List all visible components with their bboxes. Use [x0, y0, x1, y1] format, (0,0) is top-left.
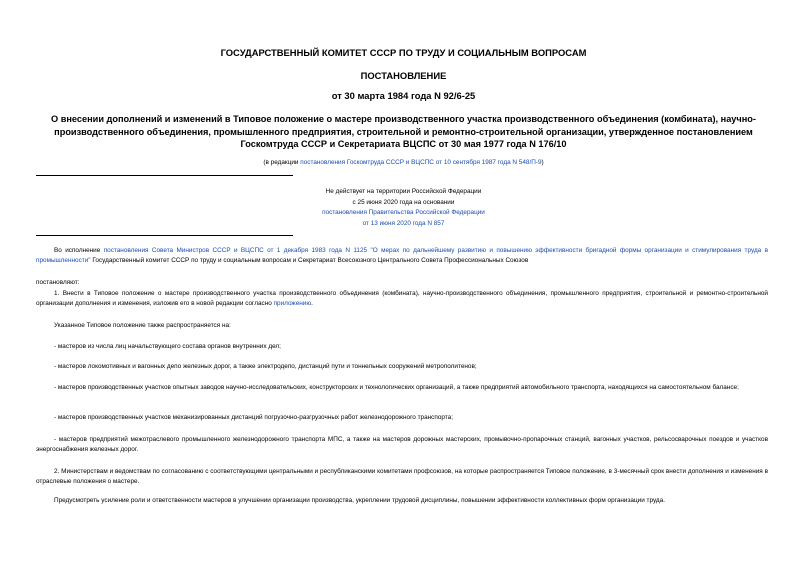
list-item: - мастеров локомотивных и вагонных депо железных дорог, а также электродепо, дистанций пути и тоннельных сооружений метрополитенов; [54, 363, 477, 370]
divider-top [36, 175, 293, 176]
paragraph-closing: Предусмотреть усиление роли и ответственности мастеров в улучшении организации производства, укреплении трудовой дисциплины, повышении эффективности коллективных форм организации труда. [54, 497, 665, 504]
paragraph-item-1 [36, 289, 768, 310]
issuing-organization: ГОСУДАРСТВЕННЫЙ КОМИТЕТ СССР ПО ТРУДУ И СОЦИАЛЬНЫМ ВОПРОСАМ [220, 47, 587, 58]
item-1-suffix: . [311, 300, 313, 308]
document-title: О внесении дополнений и изменений в Типовое положение о мастере производственного участка производственного объединения (комбината), научно-производственного объединения, промышленного предприятия, строительной и ремонтно-строительной организации, утвержденное постановлением Госкомтруда СССР и Секретариата ВЦСПС от 30 мая 1977 года N 176/10 [51, 114, 756, 149]
appendix-link[interactable]: приложению [273, 300, 312, 308]
preamble-link[interactable]: постановления Совета Министров СССР и ВЦСПС от 1 декабря 1983 года N 1125 "О мерах по дальнейшему развитию и повышению эффективности бригадной формы организации и стимулирования труда в промышленности" [36, 247, 768, 265]
preamble-prefix: Во исполнение [54, 247, 104, 254]
notice-line-2: с 25 июня 2020 года на основании [352, 198, 455, 206]
edition-prefix: (в редакции [263, 159, 301, 166]
validity-notice [0, 187, 807, 229]
divider-bottom [36, 235, 293, 236]
notice-link-2[interactable]: от 13 июня 2020 года N 857 [362, 219, 445, 227]
paragraph-scope: Указанное Типовое положение также распространяется на: [54, 322, 231, 329]
list-item: - мастеров производственных участков опытных заводов научно-исследовательских, конструкторских и технологических организаций, а также предприятий автомобильного транспорта, находящихся на самостоятельном балансе; [54, 384, 739, 391]
notice-line-1: Не действует на территории Российской Федерации [325, 188, 482, 195]
edition-suffix: ) [541, 159, 544, 166]
document-type: ПОСТАНОВЛЕНИЕ [360, 70, 447, 81]
paragraph-item-2: 2. Министерствам и ведомствам по согласованию с соответствующими центральными и республиканскими комитетами профсоюзов, на которые распространяется Типовое положение, в 3-месячный срок внести дополнения и изменения в отраслевые положения о мастере. [36, 468, 768, 486]
item-1-text: 1. Внести в Типовое положение о мастере производственного участка производственного объединения (комбината), научно-производственного объединения, промышленного предприятия, строительной и ремонтно-строительной организации дополнения и изменения, изложив его в новой редакции согласно [36, 290, 768, 308]
preamble-suffix: Государственный комитет СССР по труду и социальным вопросам и Секретариат Всесоюзного Центрального Совета Профессиональных Союзов [90, 257, 529, 265]
notice-link-1[interactable]: постановления Правительства Российской Федерации [322, 209, 485, 216]
list-item: - мастеров предприятий межотраслевого промышленного железнодорожного транспорта МПС, а также на мастеров дорожных мастерских, промывочно-пропарочных станций, вагонных участков, рельсосварочных поездов и участков энергоснабжения железных дорог. [36, 436, 768, 454]
edition-link[interactable]: постановления Госкомтруда СССР и ВЦСПС от 10 сентября 1987 года N 548/П-9 [300, 159, 542, 166]
list-item: - мастеров из числа лиц начальствующего состава органов внутренних дел; [54, 343, 281, 350]
edition-note [20, 159, 787, 166]
list-item: - мастеров производственных участков механизированных дистанций погрузочно-разгрузочных работ железнодорожного транспорта; [54, 414, 453, 421]
paragraph-preamble [36, 246, 768, 267]
document-date-number: от 30 марта 1984 года N 92/6-25 [331, 90, 476, 101]
paragraph-resolve: постановляют: [36, 279, 80, 286]
